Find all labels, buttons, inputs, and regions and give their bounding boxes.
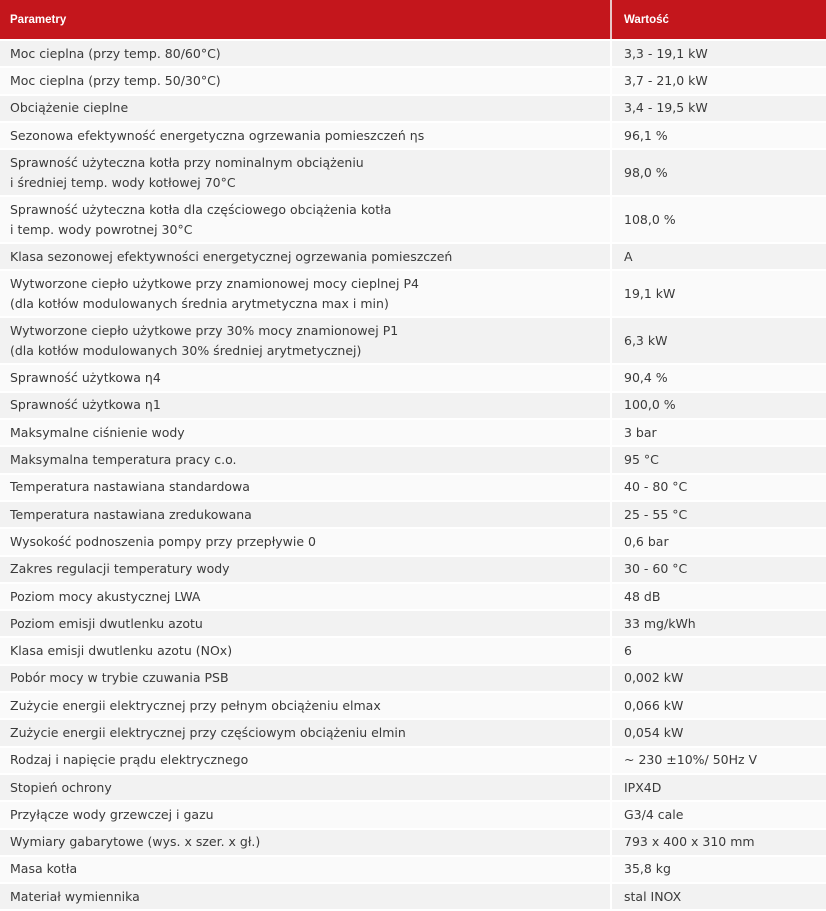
parameter-cell: Sprawność użyteczna kotła dla częściowego obciążenia kotła i temp. wody powrotnej 30°C xyxy=(0,197,612,242)
value-cell: 100,0 % xyxy=(624,397,676,413)
value-cell: stal INOX xyxy=(624,888,682,904)
table-row xyxy=(0,775,826,802)
table-row xyxy=(0,611,826,638)
table-row xyxy=(0,123,826,150)
value-cell: 19,1 kW xyxy=(624,285,676,301)
parameter-cell: Zakres regulacji temperatury wody xyxy=(0,557,612,582)
value-cell: 98,0 % xyxy=(624,164,668,180)
table-row xyxy=(0,529,826,556)
parameter-cell: Poziom mocy akustycznej LWA xyxy=(0,584,612,609)
value-cell: G3/4 cale xyxy=(624,806,684,822)
table-row xyxy=(0,502,826,529)
value-cell: 3 bar xyxy=(624,424,657,440)
header-value: Wartość xyxy=(624,13,669,26)
value-cell: IPX4D xyxy=(624,779,662,795)
table-row xyxy=(0,666,826,693)
parameter-cell: Klasa emisji dwutlenku azotu (NOx) xyxy=(0,638,612,663)
parameter-cell: Pobór mocy w trybie czuwania PSB xyxy=(0,666,612,691)
parameter-cell: Maksymalna temperatura pracy c.o. xyxy=(0,447,612,472)
parameter-cell: Sprawność użytkowa η1 xyxy=(0,393,612,418)
table-row xyxy=(0,150,826,197)
parameter-cell: Temperatura nastawiana standardowa xyxy=(0,475,612,500)
parameter-cell: Temperatura nastawiana zredukowana xyxy=(0,502,612,527)
value-cell: 0,6 bar xyxy=(624,533,669,549)
table-row xyxy=(0,638,826,665)
table-row xyxy=(0,447,826,474)
parameter-cell: Rodzaj i napięcie prądu elektrycznego xyxy=(0,748,612,773)
table-row xyxy=(0,830,826,857)
value-cell: 33 mg/kWh xyxy=(624,615,696,631)
table-row xyxy=(0,584,826,611)
value-cell: 6,3 kW xyxy=(624,332,668,348)
parameter-cell: Zużycie energii elektrycznej przy częściowym obciążeniu elmin xyxy=(0,720,612,745)
value-cell: 30 - 60 °C xyxy=(624,561,688,577)
table-row xyxy=(0,271,826,318)
table-row xyxy=(0,41,826,68)
value-cell: 6 xyxy=(624,643,632,659)
parameter-cell: Materiał wymiennika xyxy=(0,884,612,909)
table-row xyxy=(0,68,826,95)
parameter-cell: Maksymalne ciśnienie wody xyxy=(0,420,612,445)
parameter-cell: Stopień ochrony xyxy=(0,775,612,800)
table-row xyxy=(0,557,826,584)
parameter-cell: Poziom emisji dwutlenku azotu xyxy=(0,611,612,636)
value-cell: 0,054 kW xyxy=(624,724,684,740)
table-row xyxy=(0,420,826,447)
value-cell: 0,002 kW xyxy=(624,670,684,686)
value-cell: 3,3 - 19,1 kW xyxy=(624,45,708,61)
table-row xyxy=(0,693,826,720)
value-cell: 25 - 55 °C xyxy=(624,506,688,522)
parameter-cell: Wysokość podnoszenia pompy przy przepływie 0 xyxy=(0,529,612,554)
table-row xyxy=(0,475,826,502)
value-cell: 90,4 % xyxy=(624,370,668,386)
parameter-cell: Obciążenie cieplne xyxy=(0,96,612,121)
value-cell: 40 - 80 °C xyxy=(624,479,688,495)
parameter-cell: Sprawność użytkowa η4 xyxy=(0,365,612,390)
table-row xyxy=(0,365,826,392)
value-cell: 35,8 kg xyxy=(624,861,671,877)
table-header xyxy=(0,0,826,41)
parameter-cell: Wymiary gabarytowe (wys. x szer. x gł.) xyxy=(0,830,612,855)
value-cell: 108,0 % xyxy=(624,211,676,227)
parameter-cell: Klasa sezonowej efektywności energetycznej ogrzewania pomieszczeń xyxy=(0,244,612,269)
parameter-cell: Sezonowa efektywność energetyczna ogrzewania pomieszczeń ηs xyxy=(0,123,612,148)
value-cell: 96,1 % xyxy=(624,127,668,143)
parameter-cell: Sprawność użyteczna kotła przy nominalnym obciążeniu i średniej temp. wody kotłowej 70°C xyxy=(0,150,612,195)
header-parameters: Parametry xyxy=(0,0,612,39)
table-row xyxy=(0,802,826,829)
table-row xyxy=(0,318,826,365)
parameter-cell: Moc cieplna (przy temp. 50/30°C) xyxy=(0,68,612,93)
parameter-cell: Masa kotła xyxy=(0,857,612,882)
value-cell: 48 dB xyxy=(624,588,661,604)
value-cell: 95 °C xyxy=(624,452,659,468)
table-row xyxy=(0,857,826,884)
parameter-cell: Moc cieplna (przy temp. 80/60°C) xyxy=(0,41,612,66)
value-cell: 3,4 - 19,5 kW xyxy=(624,100,708,116)
table-row xyxy=(0,393,826,420)
table-row xyxy=(0,748,826,775)
value-cell: 793 x 400 x 310 mm xyxy=(624,834,755,850)
table-row xyxy=(0,244,826,271)
parameter-cell: Wytworzone ciepło użytkowe przy znamionowej mocy cieplnej P4 (dla kotłów modulowanych średnia arytmetyczna max i min) xyxy=(0,271,612,316)
value-cell: ~ 230 ±10%/ 50Hz V xyxy=(624,752,758,768)
value-cell: A xyxy=(624,248,633,264)
table-row xyxy=(0,96,826,123)
table-row xyxy=(0,197,826,244)
value-cell: 3,7 - 21,0 kW xyxy=(624,72,708,88)
parameter-cell: Wytworzone ciepło użytkowe przy 30% mocy znamionowej P1 (dla kotłów modulowanych 30% średniej arytmetycznej) xyxy=(0,318,612,363)
table-row xyxy=(0,720,826,747)
value-cell: 0,066 kW xyxy=(624,697,684,713)
table-body xyxy=(0,41,826,911)
parameter-cell: Przyłącze wody grzewczej i gazu xyxy=(0,802,612,827)
parameter-cell: Zużycie energii elektrycznej przy pełnym obciążeniu elmax xyxy=(0,693,612,718)
